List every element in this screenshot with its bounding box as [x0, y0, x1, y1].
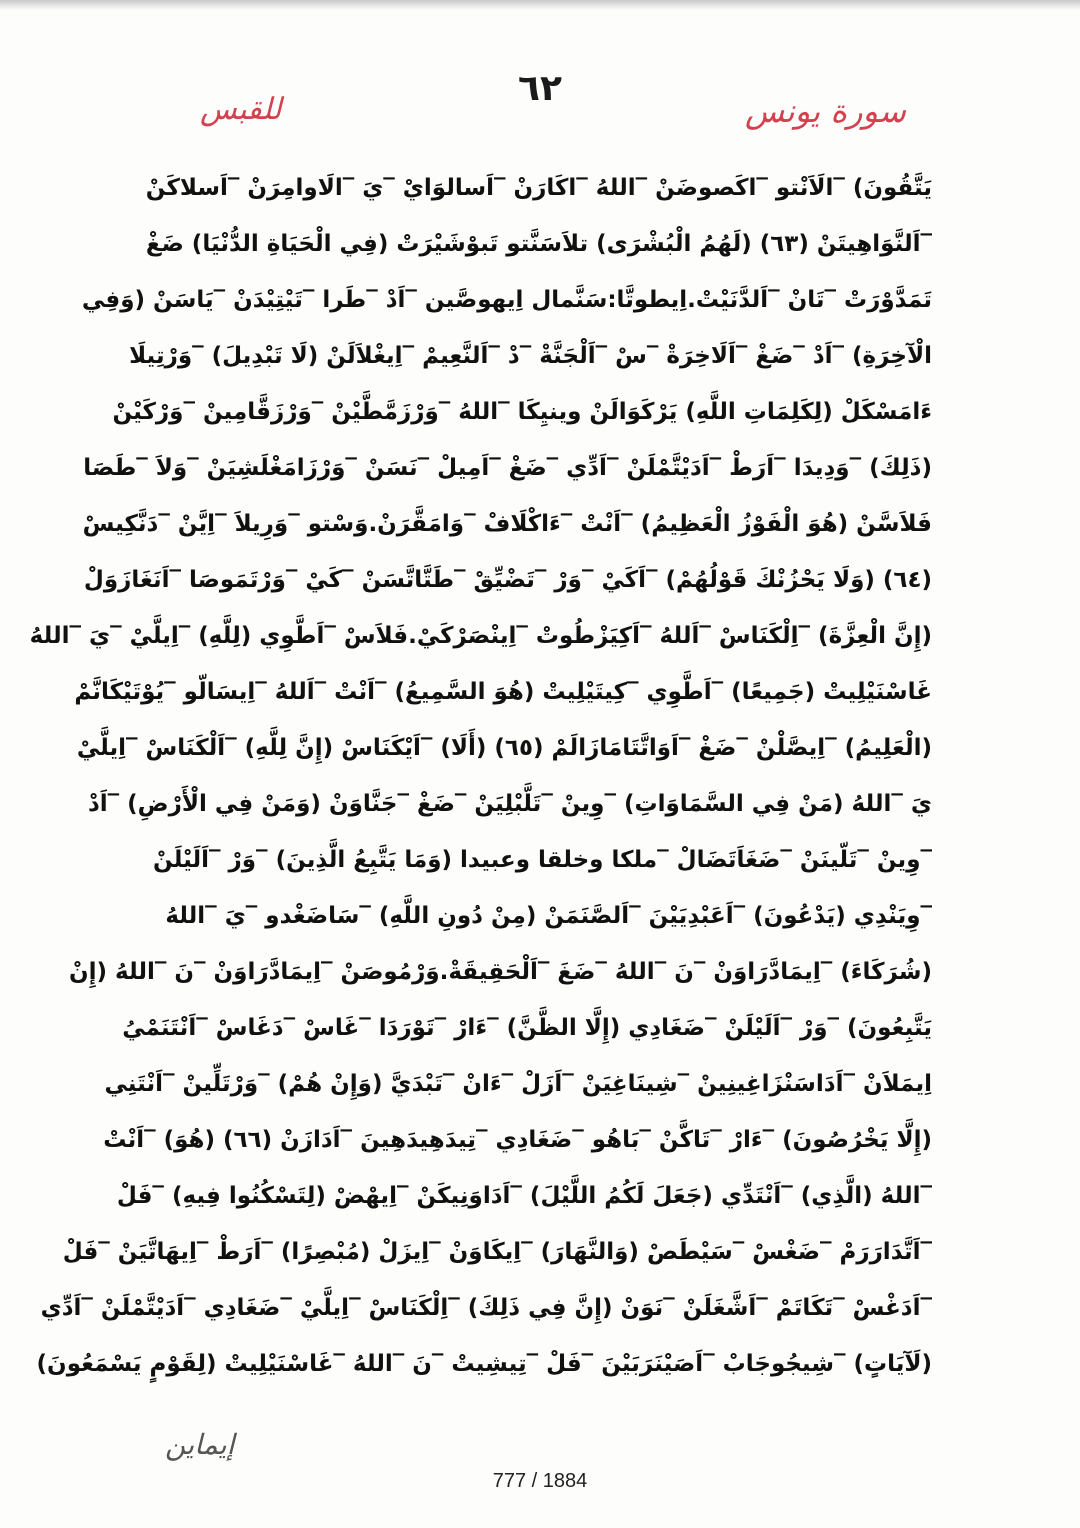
text-line: (٦٤) (وَلَا يَحْزُنْكَ قَوْلُهُمْ) ‾اَكَيْ ‾وَرْ ‾تَضْيِّقْ ‾طَتَّاتَّسَنْ ‾كَيْ ‾وَرْتَمَوصَا ‾اَنَغَازَوَلْ: [83, 567, 932, 593]
page-number: ٦٢: [518, 68, 562, 109]
text-line: ‾وِينْ ‾تَلّينَنْ ‾ضَغَاَتَضَالْ ‾ملكا وخلقا وعبيدا (وَمَا يَتَّبِعُ الَّذِينَ) ‾وَرْ ‾اَلَيْلَنْ: [153, 847, 932, 873]
text-line: يَتَّبِعُونَ) ‾وَرْ ‾اَلَيْلَنْ ‾ضَغَادِي (إِلَّا الظَّنَّ) ‾ءَارْ ‾تَوْرَدَا ‾غَاسْ ‾دَغَاسْ ‾اَنْتَنَمْيُ: [122, 1015, 932, 1041]
handwritten-header-left: للقبس: [200, 92, 282, 127]
text-line: الْآخِرَةِ) ‾اَدْ ‾ضَغْ ‾اَلَاخِرَةْ ‾سْ ‾اَلْجَنَّةْ ‾دْ ‾اَلنَّعِيمْ ‾اِيغْلاَلَنْ (لَا تَبْدِيلَ) ‾وَرْتِيلَا: [129, 343, 932, 369]
text-line: (إِلَّا يَخْرُصُونَ) ‾ءَارْ ‾تَاكَّنْ ‾بَاهُو ‾ضَغَادِي ‾تِيدَهِيدَهِينَ ‾اَدَازَنْ (٦٦) (هُوَ) ‾اَنْتْ: [103, 1127, 932, 1153]
text-line: غَاسْنَيْلِيتْ (جَمِيعًا) ‾اَطَّوِي ‾كِيتَيْلِيتْ (هُوَ السَّمِيعُ) ‾اَنْتْ ‾اَللهُ ‾اِيسَالّو ‾يُوْتَيْكَانَّمْ: [74, 679, 932, 705]
text-line: (شُرَكَاءَ) ‾اِيمَادَّرَاوَنْ ‾نَ ‾اللهُ ‾ضَغَ ‾اَلْحَقِيقَةْ.وَرْمُوصَنْ ‾اِيمَادَّرَاوَنْ ‾نَ ‾اللهُ (إِنْ: [69, 959, 932, 985]
text-line: (لَآيَاتٍ) ‾شِيجُوجَابْ ‾اَصَيْنَرَبَيْنَ ‾فَلْ ‾تِيشِيتْ ‾نَ ‾اللهُ ‾غَاسْنَيْلِيتْ (لِقَوْمٍ يَسْمَعُونَ): [36, 1351, 932, 1377]
text-line: (ذَلِكَ) ‾وَدِيدَا ‾اَرَطْ ‾اَدَيْتَّمْلَنْ ‾اَدِّي ‾ضَغْ ‾اَمِيلْ ‾نَسَنْ ‾وَرْزَامَغْلَشِيَنْ ‾وَلاَ ‾طَصَا: [83, 455, 932, 481]
body-text: [29, 160, 932, 1392]
text-line: ‾اَدَغْسْ ‾تَكَاتَمْ ‾اَشَّغَلَنْ ‾نَوَنْ (إِنَّ فِي ذَلِكَ) ‾اِلْكَنَاسْ ‾اِيلَّيْ ‾ضَغَادِي ‾اَدَيْتَّمْلَنْ ‾اَدِّي: [40, 1295, 932, 1321]
text-line: ءَامَسْكَلْ (لِكَلِمَاتِ اللَّهِ) يَرْكَوَالَنْ وينيِكَا ‾اللهُ ‾وَرْزَمَّطَّيْنْ ‾وَرْزَقَّامِينْ ‾وَرْكَيْنْ: [112, 399, 932, 425]
text-line: فَلاَسَّنْ (هُوَ الْفَوْزُ الْعَظِيمُ) ‾اَنْتْ ‾ءَاكْلَافْ ‾وَامَقَّرَنْ.وَسْتو ‾وَرِيلاَ ‾اِيَّنْ ‾دَنَّكِيسْ: [82, 511, 932, 537]
text-line: اِيمَلاَنْ ‾اَدَاسَنْزَاغِينِينْ ‾شِينَاغِيَنْ ‾اَزَلْ ‾ءَانْ ‾تَبْدَيَّ (وَإِنْ هُمْ) ‾وَرْتَلِّينْ ‾اَنْتَنِي: [104, 1071, 932, 1097]
text-line: (إِنَّ الْعِزَّةَ) ‾اِلْكَنَاسْ ‾اَللهُ ‾اَكِيَزْطُوتْ ‾اِينْصَرْكَيْ.فَلاَسْ ‾اَطَّوِي (لِلَّهِ) ‾اِيلَّيْ ‾يَ ‾اللهُ: [29, 623, 932, 649]
text-line: ‾وِيَنْدِي (يَدْعُونَ) ‾اَعَبْدِيَيْنَ ‾اَلصَّنَمَنْ (مِنْ دُونِ اللَّهِ) ‾سَاضَغْدو ‾يَ ‾اللهُ: [165, 903, 932, 929]
handwritten-header-right: سورة يونس: [745, 92, 906, 130]
text-line: تَمَدَّوْرَتْ ‾تَانْ ‾اَلدَّنَيْتْ.اِيطوتَّا:سَنَّمال اِيهوصَّين ‾اَدْ ‾طَرا ‾تَيْتِيْدَنْ ‾يَاسَنْ (وَفِي: [81, 287, 932, 313]
page-counter: 777 / 1884: [492, 1470, 588, 1492]
text-line: ‾اَلنَّوَاهِيتَنْ (٦٣) (لَهُمُ الْبُشْرَى) تلاَسَنَّتو تَبوْشَيْرَتْ (فِي الْحَيَاةِ الدُّنْيَا) ضَغْ: [145, 231, 932, 257]
text-line: (الْعَلِيمُ) ‾اِيصَّلْنْ ‾ضَغْ ‾اَوَاتَّتَامَازَالَمْ (٦٥) (أَلَا) ‾اَيْكَنَاسْ (إِنَّ لِلَّهِ) ‾اَلْكَنَاسْ ‾اِيلَّيْ: [76, 735, 932, 761]
scan-edge: [0, 0, 1080, 10]
text-line: ‾اَتَّدَارَرَمْ ‾ضَغْسْ ‾سَيْطَصْ (وَالنَّهَارَ) ‾اِيكَاوَنْ ‾اِيزَلْ (مُبْصِرًا) ‾اَرَطْ ‾اِيهَاتَّيَنْ ‾فَلْ: [62, 1239, 932, 1265]
text-line: يَ ‾اللهُ (مَنْ فِي السَّمَاوَاتِ) ‾وِينْ ‾تَلَّبْلِيَنْ ‾ضَغْ ‾جَنَّاوَنْ (وَمَنْ فِي الْأَرْضِ) ‾اَدْ: [87, 791, 932, 817]
text-line: يَتَّقُونَ) ‾الَاَنْتو ‾اكَصوضَنْ ‾اللهُ ‾اكَارَنْ ‾اَسالوَايْ ‾يَ ‾الَاوامِرَنْ ‾اَسلاكَنْ: [145, 175, 932, 201]
text-line: ‾اللهُ (الَّذِي) ‾اَنْتَدِّي (جَعَلَ لَكُمُ اللَّيْلَ) ‾اَدَاوَنِيكَنْ ‾اِيهْضْ (لِتَسْكُنُوا فِيهِ) ‾فَلْ: [116, 1183, 932, 1209]
handwritten-signature: إيماين: [165, 1428, 235, 1461]
